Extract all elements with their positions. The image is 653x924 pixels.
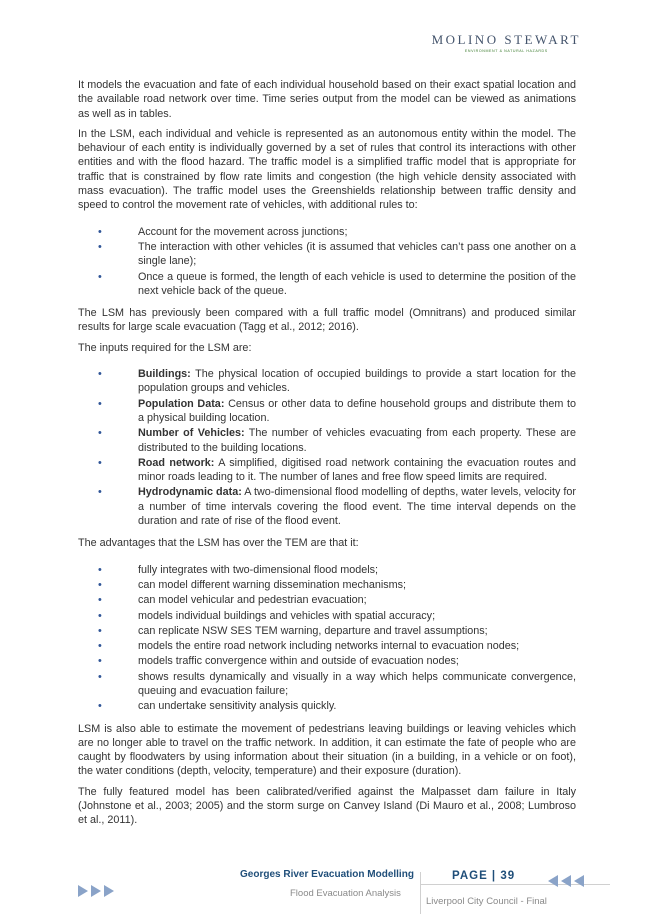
list-item-text: can undertake sensitivity analysis quickly. bbox=[138, 700, 337, 713]
footer-report-subtitle: Flood Evacuation Analysis bbox=[290, 888, 401, 899]
paragraph-intro: It models the evacuation and fate of each individual household based on their exact spatial location and the available road network over time. Time series output from the model can be viewed as animations as well as in tables. bbox=[78, 79, 576, 120]
bullet-icon: • bbox=[98, 427, 102, 440]
paragraph-calibration: The fully featured model has been calibrated/verified against the Malpasset dam failure in Italy (Johnstone et al., 2003; 2005) and the storm surge on Canvey Island (Di Mauro et al., 2008; Lumbroso et al., 2011). bbox=[78, 785, 576, 827]
list-item bbox=[78, 240, 576, 269]
list-item bbox=[78, 367, 576, 396]
page-number: PAGE | 39 bbox=[452, 870, 516, 882]
logo-name: MOLINO STEWART bbox=[431, 32, 581, 47]
list-item bbox=[78, 654, 576, 668]
paragraph-inputs-intro: The inputs required for the LSM are: bbox=[78, 341, 252, 354]
list-item bbox=[78, 670, 576, 699]
list-item-text: can replicate NSW SES TEM warning, departure and travel assumptions; bbox=[138, 624, 488, 637]
paragraph-advantages-intro: The advantages that the LSM has over the TEM are that it: bbox=[78, 537, 359, 550]
list-item-text: models individual buildings and vehicles with spatial accuracy; bbox=[138, 609, 436, 622]
bullet-icon: • bbox=[98, 655, 102, 668]
company-logo bbox=[432, 32, 581, 53]
input-text: A simplified, digitised road network containing the evacuation routes and minor roads leading to it. The number of lanes and free flow speed limits are required. bbox=[138, 456, 576, 484]
logo-tagline: ENVIRONMENT & NATURAL HAZARDS bbox=[464, 49, 548, 53]
input-text: The physical location of occupied buildings to provide a start location for the population groups and vehicles. bbox=[138, 368, 576, 395]
bullet-icon: • bbox=[98, 624, 102, 637]
list-item-text: Once a queue is formed, the length of each vehicle is used to determine the position of the next vehicle back of the queue. bbox=[138, 270, 576, 297]
list-item bbox=[78, 593, 576, 607]
bullet-icon: • bbox=[98, 225, 102, 238]
advantages-list bbox=[78, 563, 576, 714]
list-item-text: can model different warning dissemination mechanisms; bbox=[138, 578, 407, 591]
paragraph-lsm-description: In the LSM, each individual and vehicle is represented as an autonomous entity within the model. The behaviour of each entity is individually governed by a set of rules that control its interactions with other entities and with the flood hazard. The traffic model is a simplified traffic model that is appropriate for traffic that is constrained by flow rate limits and congestion (the high vehicle density associated with mass evacuation). The traffic model uses the Greenshields relationship between traffic density and speed to control the movement rate of vehicles, with additional rules to: bbox=[78, 127, 576, 212]
input-text: A two-dimensional flood modelling of depths, water levels, velocity for a number of time intervals covering the flood event. The time interval depends on the duration and rate of rise of the flood event. bbox=[138, 486, 576, 528]
list-item bbox=[78, 397, 576, 426]
input-term: Population Data: bbox=[138, 397, 225, 410]
bullet-icon: • bbox=[98, 594, 102, 607]
triple-right-arrow-icon[interactable] bbox=[78, 884, 118, 898]
list-item bbox=[78, 456, 576, 485]
footer-client: Liverpool City Council - Final bbox=[426, 896, 547, 907]
input-term: Road network: bbox=[138, 456, 215, 469]
input-term: Hydrodynamic data: bbox=[138, 486, 242, 499]
input-text: The number of vehicles evacuating from each property. These are distributed to the building locations. bbox=[138, 427, 576, 454]
list-item bbox=[78, 563, 576, 577]
list-item bbox=[78, 699, 576, 713]
bullet-icon: • bbox=[98, 563, 102, 576]
list-item bbox=[78, 624, 576, 638]
list-item-text: models the entire road network including networks internal to evacuation nodes; bbox=[138, 640, 520, 653]
list-item bbox=[78, 270, 576, 299]
list-item bbox=[78, 609, 576, 623]
triple-left-arrow-icon[interactable] bbox=[548, 874, 588, 888]
inputs-list bbox=[78, 367, 576, 528]
bullet-icon: • bbox=[98, 609, 102, 622]
input-term: Buildings: bbox=[138, 368, 191, 381]
bullet-icon: • bbox=[98, 368, 102, 381]
bullet-icon: • bbox=[98, 456, 102, 469]
bullet-icon: • bbox=[98, 700, 102, 713]
bullet-icon: • bbox=[98, 397, 102, 410]
bullet-icon: • bbox=[98, 670, 102, 683]
list-item bbox=[78, 578, 576, 592]
list-item-text: models traffic convergence within and outside of evacuation nodes; bbox=[138, 655, 459, 668]
list-item bbox=[78, 639, 576, 653]
input-text: Census or other data to define household groups and distribute them to a physical building location. bbox=[138, 397, 576, 424]
bullet-icon: • bbox=[98, 578, 102, 591]
list-item-text: fully integrates with two-dimensional flood models; bbox=[138, 563, 379, 576]
bullet-icon: • bbox=[98, 486, 102, 499]
traffic-rules-list bbox=[78, 225, 576, 298]
list-item bbox=[78, 426, 576, 455]
page-footer bbox=[0, 862, 653, 924]
document-body bbox=[78, 78, 576, 834]
bullet-icon: • bbox=[98, 240, 102, 253]
list-item-text: Account for the movement across junctions; bbox=[138, 225, 348, 238]
footer-divider-vertical bbox=[420, 872, 421, 914]
list-item-text: shows results dynamically and visually in a way which helps communicate convergence, queuing and evacuation failure; bbox=[138, 670, 576, 697]
bullet-icon: • bbox=[98, 270, 102, 283]
paragraph-pedestrians: LSM is also able to estimate the movement of pedestrians leaving buildings or leaving vehicles which are no longer able to travel on the traffic network. In addition, it can estimate the fate of people who are caught by floodwaters by using information about their situation (in a building, in a vehicle or on foot), the water conditions (depth, velocity, temperature) and their exposure (duration). bbox=[78, 722, 576, 778]
list-item bbox=[78, 485, 576, 528]
list-item-text: The interaction with other vehicles (it is assumed that vehicles can’t pass one another on a single lane); bbox=[138, 240, 576, 268]
list-item-text: can model vehicular and pedestrian evacuation; bbox=[138, 594, 367, 607]
footer-report-title: Georges River Evacuation Modelling bbox=[240, 869, 414, 880]
input-term: Number of Vehicles: bbox=[138, 427, 245, 440]
bullet-icon: • bbox=[98, 640, 102, 653]
paragraph-omnitrans: The LSM has previously been compared with a full traffic model (Omnitrans) and produced similar results for large scale evacuation (Tagg et al., 2012; 2016). bbox=[78, 307, 576, 334]
list-item bbox=[78, 225, 576, 239]
